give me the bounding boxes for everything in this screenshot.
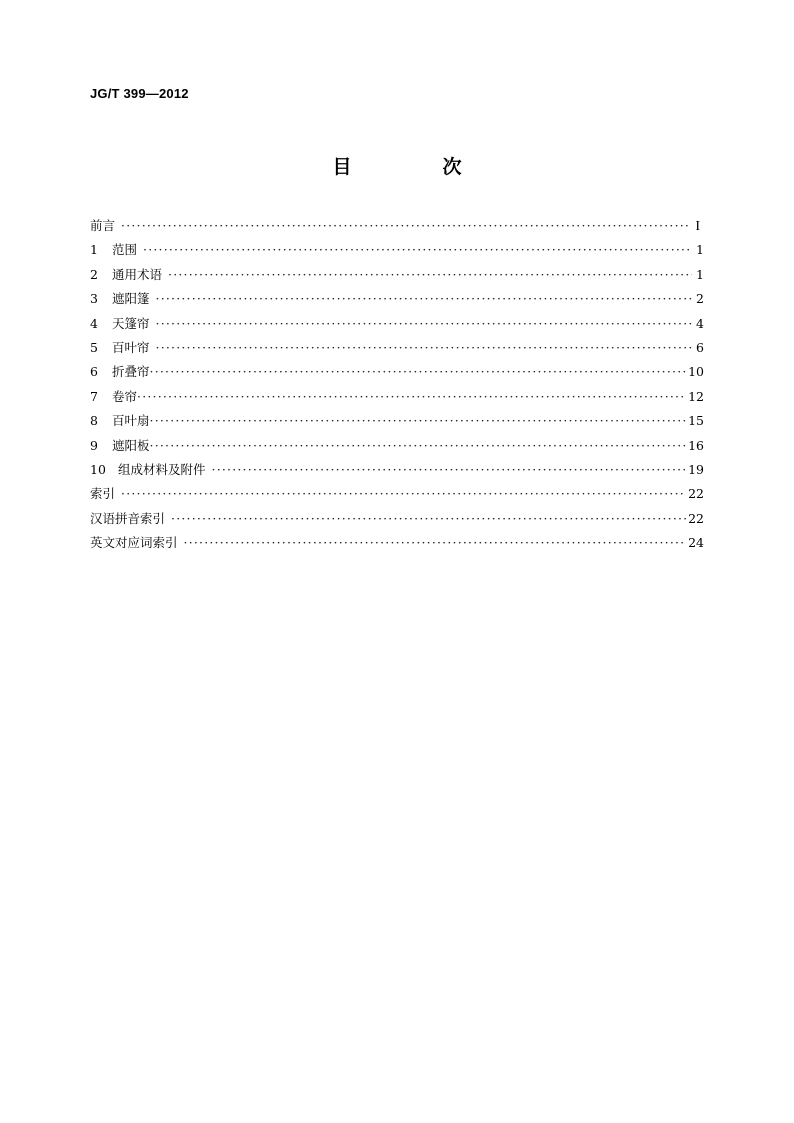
toc-entry-page-number: 16 — [688, 437, 704, 453]
dot-leader — [137, 389, 686, 404]
dot-leader — [156, 291, 692, 306]
toc-entry-label: 百叶帘 — [112, 339, 150, 355]
toc-entry-page-number: 10 — [688, 364, 704, 380]
toc-entry[interactable] — [90, 265, 704, 289]
toc-entry-page-number: 24 — [688, 535, 704, 551]
toc-entry-label: 天篷帘 — [112, 315, 150, 331]
toc-entry-number: 8 — [90, 413, 98, 429]
dot-leader — [156, 316, 692, 331]
toc-entry-label: 范围 — [112, 242, 138, 258]
toc-entry-number: 4 — [90, 315, 98, 331]
toc-entry-label: 通用术语 — [112, 266, 163, 282]
toc-entry[interactable] — [90, 216, 704, 240]
toc-entry-number: 5 — [90, 339, 98, 355]
dot-leader — [150, 438, 687, 453]
toc-entry-label: 百叶扇 — [112, 413, 150, 429]
toc-entry-number: 6 — [90, 364, 98, 380]
toc-entry-page-number: 15 — [688, 413, 704, 429]
toc-entry-number: 1 — [90, 242, 98, 258]
toc-entry-page-number: 4 — [696, 315, 704, 331]
dot-leader — [143, 242, 692, 257]
toc-entry-page-number: I — [695, 219, 700, 234]
dot-leader — [150, 364, 687, 379]
toc-entry-page-number: 22 — [688, 486, 704, 502]
toc-entry-page-number: 1 — [696, 266, 704, 282]
toc-entry-label: 遮阳篷 — [112, 291, 150, 307]
toc-entry-label: 索引 — [90, 486, 116, 502]
dot-leader — [184, 535, 687, 550]
toc-entry[interactable] — [90, 460, 704, 484]
standard-code: JG/T 399—2012 — [90, 86, 189, 101]
toc-entry[interactable] — [90, 338, 704, 362]
toc-entry[interactable] — [90, 362, 704, 386]
toc-entry-page-number: 19 — [688, 461, 704, 477]
dot-leader — [121, 218, 688, 233]
toc-entry-page-number: 1 — [696, 242, 704, 258]
toc-entry[interactable] — [90, 436, 704, 460]
toc-entry-label: 汉语拼音索引 — [90, 510, 166, 526]
toc-entry-number: 3 — [90, 291, 98, 307]
toc-entry-page-number: 12 — [688, 388, 704, 404]
dot-leader — [156, 340, 692, 355]
toc-entry[interactable] — [90, 509, 704, 533]
toc-entry[interactable] — [90, 387, 704, 411]
toc-entry[interactable] — [90, 533, 704, 557]
toc-entry-number: 2 — [90, 266, 98, 282]
dot-leader — [171, 511, 686, 526]
toc-entry-page-number: 6 — [696, 339, 704, 355]
toc-entry-label: 遮阳板 — [112, 437, 150, 453]
toc-entry-number: 7 — [90, 388, 98, 404]
dot-leader — [121, 486, 686, 501]
toc-entry[interactable] — [90, 240, 704, 264]
dot-leader — [168, 267, 692, 282]
toc-entry[interactable] — [90, 314, 704, 338]
toc-entry-number: 10 — [90, 461, 106, 477]
dot-leader — [212, 462, 687, 477]
toc-entry[interactable] — [90, 411, 704, 435]
table-of-contents — [90, 216, 704, 557]
toc-entry-label: 卷帘 — [112, 388, 138, 404]
toc-entry[interactable] — [90, 484, 704, 508]
toc-entry-page-number: 2 — [696, 291, 704, 307]
toc-entry-label: 折叠帘 — [112, 364, 150, 380]
dot-leader — [150, 413, 687, 428]
toc-entry-label: 英文对应词索引 — [90, 535, 178, 551]
toc-entry-number: 9 — [90, 437, 98, 453]
toc-entry[interactable] — [90, 289, 704, 313]
toc-entry-label: 组成材料及附件 — [118, 461, 206, 477]
page-title: 目 次 — [332, 156, 498, 178]
toc-entry-label: 前言 — [90, 218, 116, 233]
toc-entry-page-number: 22 — [688, 510, 704, 526]
